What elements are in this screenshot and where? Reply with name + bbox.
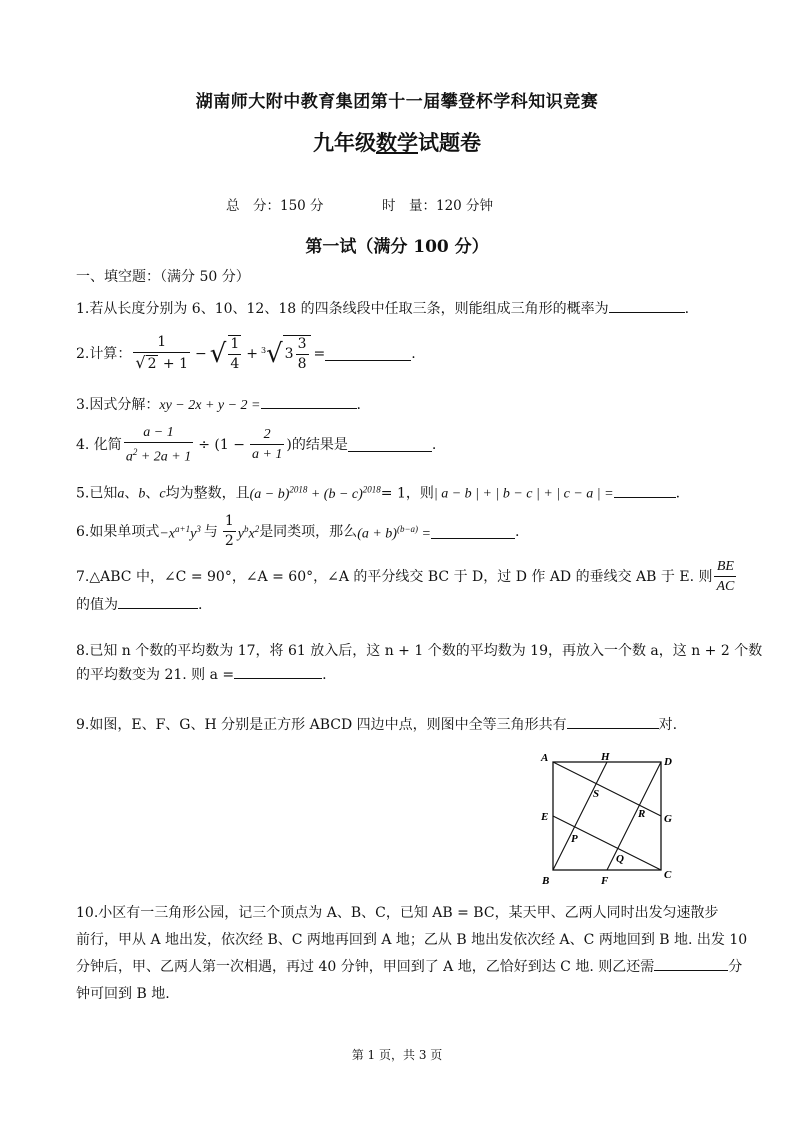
question-1: 1.若从长度分别为 6、10、12、18 的四条线段中任取三条，则能组成三角形的概率为 . [76, 298, 689, 320]
question-10-line-3 [76, 956, 742, 978]
label-a: A [541, 752, 549, 764]
q2-fraction-3: $\frac{3}{8}$ [297, 335, 307, 372]
q6-fraction: $\frac{1}{2}$ [224, 513, 234, 549]
question-7-suffix: 的值为 [76, 597, 118, 613]
question-7-text: 7.△ABC 中，∠C = 90°，∠A = 60°，∠A 的平分线交 BC 于 D，过 D 作 AD 的垂线交 AB 于 E. 则 [76, 568, 713, 585]
question-8: 8.已知 n 个数的平均数为 17，将 61 放入后，这 n + 1 个数的平均数为 19，再放入一个数 a，这 n + 2 个数 [76, 643, 763, 659]
question-5: 5.已知a、b、c均为整数，且$(a - b)^{2018} + (b - c)^{2018}= 1$，则| a − b | + | b − c | + | c − a | = . [76, 484, 681, 502]
question-9-text: 9.如图，E、F、G、H 分别是正方形 ABCD 四边中点，则图中全等三角形共有 [76, 717, 567, 733]
answer-blank-3 [261, 394, 357, 409]
answer-blank-2 [325, 346, 411, 361]
label-f: F [601, 875, 609, 887]
subtitle-subject: 数学 [376, 130, 418, 155]
answer-blank-4 [348, 437, 432, 452]
question-10-line-4: 钟可回到 B 地. [76, 986, 170, 1002]
label-e: E [541, 811, 549, 823]
label-g: G [664, 813, 672, 825]
question-5-then: ，则 [405, 485, 434, 502]
q2-fraction-1: $\frac{1}{√ 2 + 1}$ [135, 334, 189, 372]
question-3-label: 3.因式分解： [76, 397, 160, 413]
q2-fraction-2: $\frac{1}{4}$ [230, 335, 240, 372]
subtitle-prefix: 九年级 [313, 130, 376, 155]
answer-blank-6 [431, 524, 515, 539]
question-6-mid2: 是同类项，那么 [259, 523, 358, 540]
question-10: 10.小区有一三角形公园，记三个顶点为 A、B、C，已知 AB = BC，某天甲、乙两人同时出发匀速散步 [76, 905, 719, 921]
question-6-label: 6.如果单项式 [76, 523, 160, 540]
label-h: H [601, 751, 610, 763]
contest-title: 湖南师大附中教育集团第十一届攀登杯学科知识竞赛 [195, 92, 599, 112]
total-score-label: 总 分： [226, 198, 280, 214]
paper-subtitle [0, 127, 794, 157]
label-b: B [542, 875, 550, 887]
answer-blank-5 [614, 483, 676, 498]
q7-fraction-numerator: BE [716, 559, 734, 574]
page-footer: 第 1 页，共 3 页 [351, 1048, 443, 1062]
question-5-eq: = 1 [380, 485, 406, 502]
test-title: 第一试（满分 100 分） [305, 237, 489, 257]
square-figure [536, 748, 686, 888]
question-10-suffix: 分 [728, 959, 743, 975]
question-10-line-2: 前行，甲从 A 地出发，依次经 B、C 两地再回到 A 地；乙从 B 地出发依次经 A、C 两地回到 B 地. 出发 10 [76, 932, 748, 948]
segment-b-h [553, 762, 607, 870]
question-4-suffix: 的结果是 [291, 436, 348, 453]
q7-fraction [714, 558, 736, 595]
question-4: 4. 化简 $\frac{a - 1}{a^2 + 2a + 1}$ ÷ (1 − $\frac{2}{a + 1}$ ) 的结果是 . [76, 425, 437, 465]
time-limit-value: 120 分钟 [436, 198, 494, 214]
time-limit [382, 194, 493, 214]
question-2: 2.计算： $\frac{1}{√ 2 + 1}$ − √ $\frac{1}{4}$ + 3 √ 3 $\frac{3}{8}$ = . [76, 334, 416, 372]
total-score [226, 194, 324, 214]
q7-fraction-denominator: AC [714, 576, 736, 595]
label-c: C [664, 869, 672, 881]
section-heading: 一、填空题：（满分 50 分） [76, 269, 250, 285]
label-r: R [638, 808, 646, 820]
question-3: 3.因式分解：xy − 2x + y − 2 = . [76, 394, 361, 417]
total-score-value: 150 分 [280, 198, 324, 214]
question-9-suffix: 对. [658, 717, 678, 733]
question-5-label: 5.已知 [76, 485, 118, 502]
answer-blank-8 [234, 664, 322, 679]
question-5-abs: | a − b | + | b − c | + | c − a | = [433, 486, 614, 502]
q4-fraction-1: $\frac{a - 1}{a^2 + 2a + 1}$ [125, 425, 192, 465]
answer-blank-7 [118, 594, 198, 609]
question-6-mid1: 与 [203, 523, 218, 540]
question-8-line-2: 的平均数变为 21. 则 a = . [76, 664, 327, 686]
question-8-suffix: 的平均数变为 21. 则 a = [76, 667, 235, 683]
answer-blank-9 [567, 714, 659, 729]
subtitle-suffix: 试题卷 [418, 130, 481, 155]
question-7 [76, 558, 738, 595]
question-5-mid: 均为整数，且 [165, 485, 250, 502]
question-2-label: 2.计算： [76, 345, 132, 362]
label-d: D [664, 756, 672, 768]
label-p: P [571, 833, 578, 845]
q4-fraction-2: $\frac{2}{a + 1}$ [251, 427, 283, 463]
question-7-line-2: 的值为 . [76, 594, 202, 616]
question-9 [76, 714, 677, 736]
time-limit-label: 时 量： [382, 198, 436, 214]
question-4-label: 4. 化简 [76, 436, 122, 453]
answer-blank-1 [609, 298, 685, 313]
label-q: Q [616, 853, 624, 865]
question-6: 6.如果单项式 $-x^{a+1}y^3$ 与 $\frac{1}{2}$ $y^bx^2$ 是同类项，那么 $(a + b)^{(b-a)}$ = . [76, 513, 520, 549]
answer-blank-10 [654, 956, 728, 971]
label-s: S [593, 788, 600, 800]
segment-e-c [553, 816, 661, 870]
question-3-expression: xy − 2x + y − 2 = [159, 398, 261, 413]
question-10-text-3: 分钟后，甲、乙两人第一次相遇，再过 40 分钟，甲回到了 A 地，乙恰好到达 C 地. 则乙还需 [76, 959, 655, 975]
question-1-text: 1.若从长度分别为 6、10、12、18 的四条线段中任取三条，则能组成三角形的概率为 [76, 301, 609, 317]
